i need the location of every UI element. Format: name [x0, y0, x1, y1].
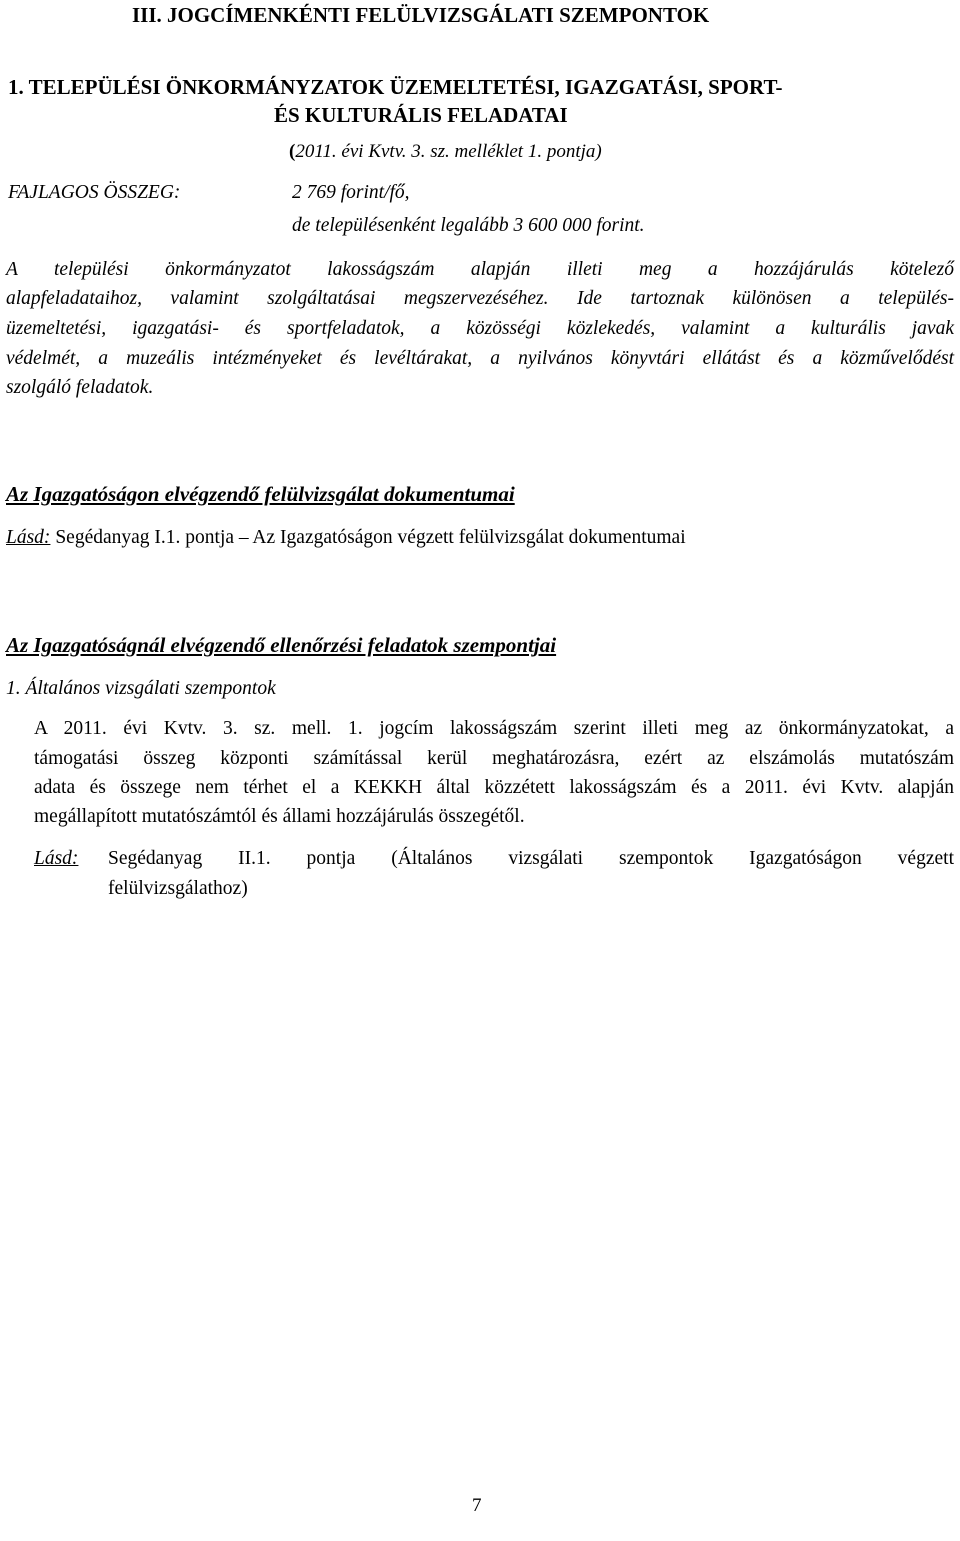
paragraph-line2-end: Ide tartoznak különösen a település- [576, 288, 955, 309]
lasd-label: Lásd: [34, 848, 79, 869]
reference-text: 2011. évi Kvtv. 3. sz. melléklet 1. pontja) [295, 141, 602, 162]
tasks-subheading: 1. Általános vizsgálati szempontok [6, 678, 276, 699]
tasks-paragraph-line: adata és összege nem térhet el a KEKKH által közzétett lakosságszám és a 2011. évi Kvtv. alapján [34, 777, 954, 798]
tasks-reference-line: Segédanyag II.1. pontja (Általános vizsgálati szempontok Igazgatóságon végzett [108, 848, 954, 869]
tasks-heading: Az Igazgatóságnál elvégzendő ellenőrzési feladatok szempontjai [6, 633, 557, 657]
reference-open-paren: ( [289, 141, 296, 162]
tasks-paragraph-line: támogatási összeg központi számítással kerül meghatározásra, ezért az elszámolás mutatószám [34, 748, 954, 769]
paragraph-line: szolgáló feladatok. [6, 377, 154, 398]
amount-label: FAJLAGOS ÖSSZEG: [8, 182, 181, 203]
amount-value: 2 769 forint/fő, [292, 182, 410, 203]
paragraph-line: védelmét, a muzeális intézményeket és levéltárakat, a nyilvános könyvtári ellátást és a közművelődést [6, 348, 954, 369]
paragraph-line: A települési önkormányzatot lakosságszám alapján illeti meg a hozzájárulás kötelező [6, 259, 954, 280]
tasks-paragraph-line: A 2011. évi Kvtv. 3. sz. mell. 1. jogcím lakosságszám szerint illeti meg az önkormányzatokat, a [34, 718, 954, 739]
page-title: III. JOGCÍMENKÉNTI FELÜLVIZSGÁLATI SZEMPONTOK [132, 3, 710, 27]
tasks-reference-line: felülvizsgálathoz) [108, 878, 248, 899]
docs-reference-text: Segédanyag I.1. pontja – Az Igazgatóságon végzett felülvizsgálat dokumentumai [55, 527, 686, 548]
legal-reference [289, 142, 602, 163]
section-heading-line2: ÉS KULTURÁLIS FELADATAI [274, 103, 568, 127]
paragraph-line2-start: alapfeladataihoz, valamint szolgáltatásai megszervezéséhez. [6, 288, 549, 309]
section-heading-line1: 1. TELEPÜLÉSI ÖNKORMÁNYZATOK ÜZEMELTETÉSI, IGAZGATÁSI, SPORT- [8, 75, 783, 99]
paragraph-line: üzemeltetési, igazgatási- és sportfeladatok, a közösségi közlekedés, valamint a kulturális javak [6, 318, 954, 339]
paragraph-line [6, 288, 954, 309]
tasks-paragraph-line: megállapított mutatószámtól és állami hozzájárulás összegétől. [34, 806, 525, 827]
page-number: 7 [472, 1495, 482, 1516]
docs-heading: Az Igazgatóságon elvégzendő felülvizsgálat dokumentumai [6, 482, 515, 506]
lasd-label: Lásd: [6, 527, 51, 548]
amount-minimum: de településenként legalább 3 600 000 forint. [292, 215, 645, 236]
docs-reference [6, 527, 686, 548]
